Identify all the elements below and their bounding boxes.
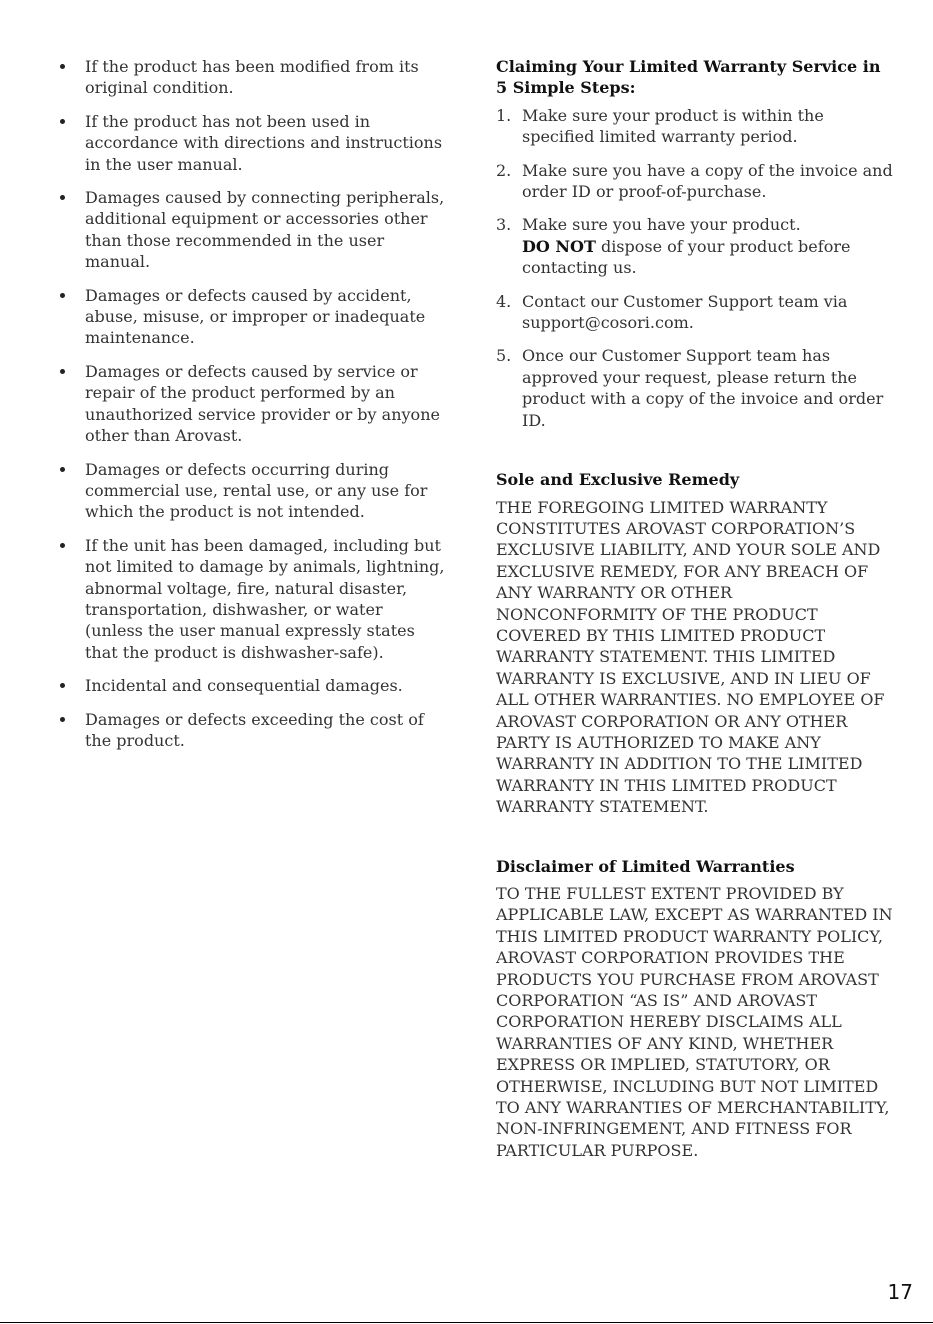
do-not-emphasis: DO NOT (522, 236, 596, 256)
step-number: 3. (496, 215, 512, 235)
remedy-heading: Sole and Exclusive Remedy (496, 470, 740, 490)
list-item: Incidental and consequential damages. (60, 675, 445, 696)
claim-steps-list (496, 105, 896, 431)
list-item: Damages caused by connecting peripherals, additional equipment or accessories other than those recommended in the user manual. (60, 187, 445, 273)
page-number: 17 (887, 1280, 913, 1304)
remedy-section (496, 469, 896, 818)
step-item: 2. Make sure you have a copy of the invoice and order ID or proof-of-purchase. (496, 160, 893, 202)
step-item: 3. Make sure you have your product. DO NOT dispose of your product before contacting us. (496, 215, 851, 278)
step-number: 5. (496, 346, 512, 366)
step-item: 4. Contact our Customer Support team via support@cosori.com. (496, 291, 848, 333)
bullet-icon (60, 119, 65, 124)
exclusions-list (60, 56, 445, 751)
step-number: 1. (496, 105, 512, 125)
step-number: 2. (496, 160, 512, 180)
step-item: 1. Make sure your product is within the specified limited warranty period. (496, 105, 824, 147)
step-item: 5. Once our Customer Support team has approved your request, please return the product with a copy of the invoice and order ID. (496, 346, 884, 430)
bottom-divider (0, 1322, 933, 1323)
bullet-icon (60, 467, 65, 472)
bullet-icon (60, 195, 65, 200)
list-item: If the product has been modified from its original condition. (60, 56, 445, 99)
list-item: If the unit has been damaged, including but not limited to damage by animals, lightning, abnormal voltage, fire, natural disaster, transportation, dishwasher, or water (unless the user manual expressly states that the product is dishwasher-safe). (60, 535, 445, 663)
bullet-icon (60, 683, 65, 688)
list-item: If the product has not been used in accordance with directions and instructions in the user manual. (60, 111, 445, 175)
step-number: 4. (496, 291, 512, 311)
claim-section (496, 56, 896, 431)
bullet-icon (60, 543, 65, 548)
disclaimer-section (496, 856, 896, 1162)
list-item: Damages or defects caused by accident, abuse, misuse, or improper or inadequate maintenance. (60, 285, 445, 349)
disclaimer-body: TO THE FULLEST EXTENT PROVIDED BY APPLICABLE LAW, EXCEPT AS WARRANTED IN THIS LIMITED PRODUCT WARRANTY POLICY, AROVAST CORPORATION PROVIDES THE PRODUCTS YOU PURCHASE FROM AROVAST CORPORATION “AS IS” AND AROVAST CORPORATION HEREBY DISCLAIMS ALL WARRANTIES OF ANY KIND, WHETHER EXPRESS OR IMPLIED, STATUTORY, OR OTHERWISE, INCLUDING BUT NOT LIMITED TO ANY WARRANTIES OF MERCHANTABILITY, NON-INFRINGEMENT, AND FITNESS FOR PARTICULAR PURPOSE. (496, 884, 893, 1160)
warranty-column (496, 56, 896, 1161)
bullet-icon (60, 369, 65, 374)
remedy-body: THE FOREGOING LIMITED WARRANTY CONSTITUTES AROVAST CORPORATION’S EXCLUSIVE LIABILITY, AND YOUR SOLE AND EXCLUSIVE REMEDY, FOR ANY BREACH OF ANY WARRANTY OR OTHER NONCONFORMITY OF THE PRODUCT COVERED BY THIS LIMITED PRODUCT WARRANTY STATEMENT. THIS LIMITED WARRANTY IS EXCLUSIVE, AND IN LIEU OF ALL OTHER WARRANTIES. NO EMPLOYEE OF AROVAST CORPORATION OR ANY OTHER PARTY IS AUTHORIZED TO MAKE ANY WARRANTY IN ADDITION TO THE LIMITED WARRANTY IN THIS LIMITED PRODUCT WARRANTY STATEMENT. (496, 497, 885, 817)
list-item: Damages or defects exceeding the cost of the product. (60, 709, 445, 752)
list-item: Damages or defects caused by service or repair of the product performed by an unauthorized service provider or by anyone other than Arovast. (60, 361, 445, 447)
bullet-icon (60, 717, 65, 722)
exclusions-column (60, 56, 445, 763)
bullet-icon (60, 293, 65, 298)
claim-heading: Claiming Your Limited Warranty Service in 5 Simple Steps: (496, 57, 881, 98)
disclaimer-heading: Disclaimer of Limited Warranties (496, 856, 795, 876)
list-item: Damages or defects occurring during commercial use, rental use, or any use for which the product is not intended. (60, 459, 445, 523)
bullet-icon (60, 64, 65, 69)
